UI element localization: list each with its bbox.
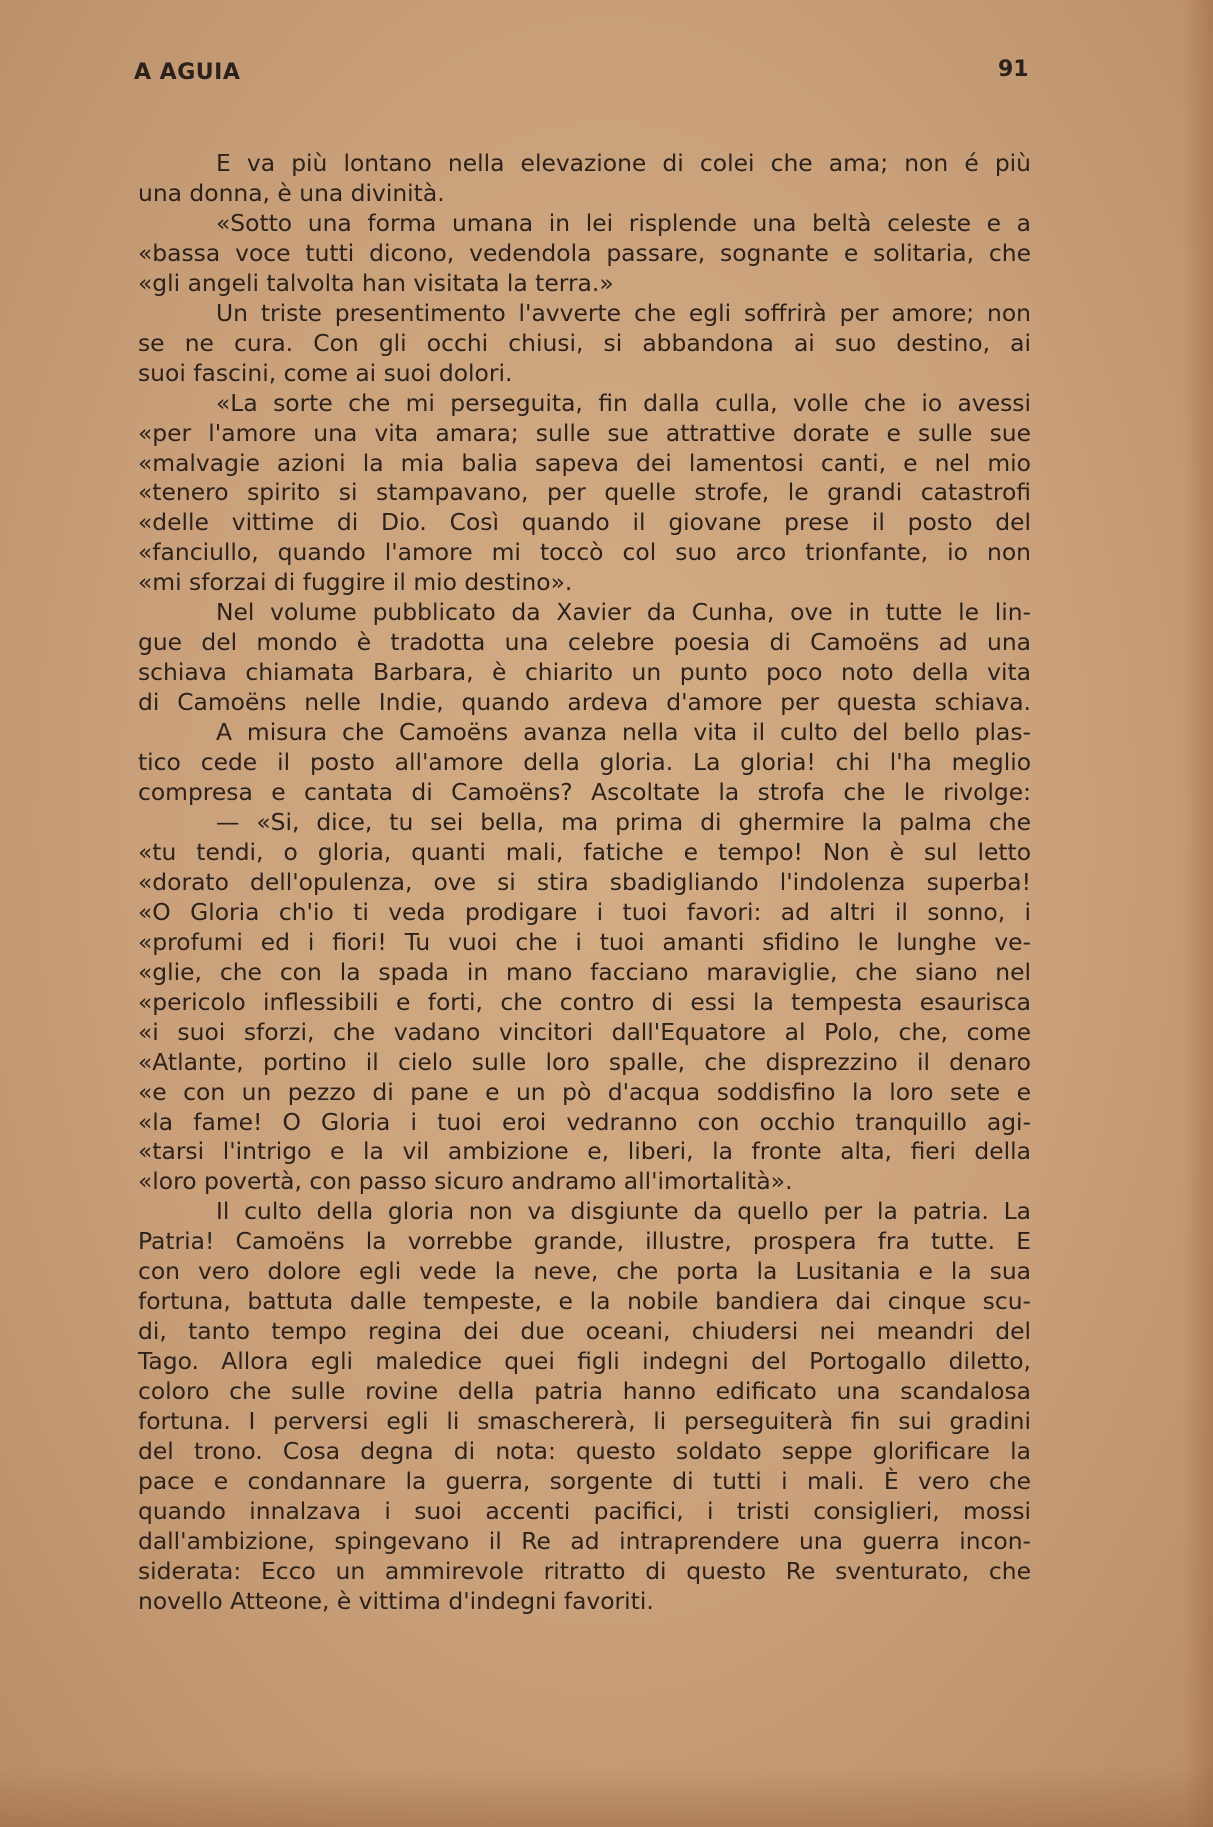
text-line: «O Gloria ch'io ti veda prodigare i tuoi favori: ad altri il sonno, i [138,897,1031,926]
text-line: — «Si, dice, tu sei bella, ma prima di ghermire la palma che [216,807,1031,836]
text-line: pace e condannare la guerra, sorgente di tutti i mali. È vero che [138,1466,1031,1495]
text-line: «glie, che con la spada in mano facciano maraviglie, che siano nel [138,957,1031,986]
text-line: A misura che Camoëns avanza nella vita il culto del bello plas- [216,718,1031,747]
text-line: «mi sforzai di fuggire il mio destino». [138,568,573,597]
text-line: «Atlante, portino il cielo sulle loro spalle, che disprezzino il denaro [138,1047,1031,1076]
text-line: «tarsi l'intrigo e la vil ambizione e, liberi, la fronte alta, fieri della [138,1137,1031,1166]
text-line: coloro che sulle rovine della patria hanno edificato una scandalosa [138,1377,1031,1406]
text-line: di, tanto tempo regina dei due oceani, chiudersi nei meandri del [138,1317,1031,1346]
text-line: «e con un pezzo di pane e un pò d'acqua soddisfino la loro sete e [138,1077,1031,1106]
page-edge-shadow [1183,0,1213,1827]
text-line: «bassa voce tutti dicono, vedendola passare, sognante e solitaria, che [138,238,1031,267]
text-line: Un triste presentimento l'avverte che egli soffrirà per amore; non [216,298,1031,327]
text-line: se ne cura. Con gli occhi chiusi, si abbandona ai suo destino, ai [138,328,1031,357]
text-line: Tago. Allora egli maledice quei figli indegni del Portogallo diletto, [138,1347,1031,1376]
text-line: «dorato dell'opulenza, ove si stira sbadigliando l'indolenza superba! [138,867,1031,896]
text-line: «loro povertà, con passo sicuro andramo all'imortalità». [138,1167,793,1196]
text-line: fortuna. I perversi egli li smaschererà, li perseguiterà fin sui gradini [138,1407,1031,1436]
text-line: «malvagie azioni la mia balia sapeva dei lamentosi canti, e nel mio [138,448,1031,477]
text-line: schiava chiamata Barbara, è chiarito un punto poco noto della vita [138,658,1031,687]
text-line: del trono. Cosa degna di nota: questo soldato seppe glorificare la [138,1436,1031,1465]
text-line: una donna, è una divinità. [138,178,445,207]
text-line: fortuna, battuta dalle tempeste, e la nobile bandiera dai cinque scu- [138,1287,1031,1316]
text-line: compresa e cantata di Camoëns? Ascoltate la strofa che le rivolge: [138,778,1031,807]
page-bottom-shadow [0,1767,1213,1827]
text-line: di Camoëns nelle Indie, quando ardeva d'amore per questa schiava. [138,688,1031,717]
text-line: novello Atteone, è vittima d'indegni favoriti. [138,1586,654,1615]
running-title: A AGUIA [134,60,241,85]
text-line: Patria! Camoëns la vorrebbe grande, illustre, prospera fra tutte. E [138,1227,1031,1256]
text-line: siderata: Ecco un ammirevole ritratto di questo Re sventurato, che [138,1556,1031,1585]
text-line: Nel volume pubblicato da Xavier da Cunha, ove in tutte le lin- [216,598,1031,627]
text-line: «profumi ed i fiori! Tu vuoi che i tuoi amanti sfidino le lunghe ve- [138,927,1031,956]
page-number: 91 [998,57,1029,82]
text-line: «delle vittime di Dio. Così quando il giovane prese il posto del [138,508,1031,537]
text-line: «i suoi sforzi, che vadano vincitori dall'Equatore al Polo, che, come [138,1017,1031,1046]
text-line: «La sorte che mi perseguita, fin dalla culla, volle che io avessi [216,388,1031,417]
text-line: «pericolo inflessibili e forti, che contro di essi la tempesta esaurisca [138,987,1031,1016]
text-line: E va più lontano nella elevazione di colei che ama; non é più [216,149,1031,177]
text-line: gue del mondo è tradotta una celebre poesia di Camoëns ad una [138,628,1031,657]
page-body-text [138,149,1031,1617]
text-line: dall'ambizione, spingevano il Re ad intraprendere una guerra incon- [138,1526,1031,1555]
text-line: «Sotto una forma umana in lei risplende una beltà celeste e a [216,208,1031,237]
text-line: «gli angeli talvolta han visitata la terra.» [138,268,614,297]
text-line: con vero dolore egli vede la neve, che porta la Lusitania e la sua [138,1257,1031,1286]
text-line: «la fame! O Gloria i tuoi eroi vedranno con occhio tranquillo agi- [138,1107,1031,1136]
text-line: «fanciullo, quando l'amore mi toccò col suo arco trionfante, io non [138,538,1031,567]
text-line: «per l'amore una vita amara; sulle sue attrattive dorate e sulle sue [138,418,1031,447]
text-line: quando innalzava i suoi accenti pacifici, i tristi consiglieri, mossi [138,1496,1031,1525]
text-line: tico cede il posto all'amore della gloria. La gloria! chi l'ha meglio [138,748,1031,777]
text-line: suoi fascini, come ai suoi dolori. [138,358,513,387]
text-line: Il culto della gloria non va disgiunte da quello per la patria. La [216,1197,1031,1226]
text-line: «tu tendi, o gloria, quanti mali, fatiche e tempo! Non è sul letto [138,837,1031,866]
text-line: «tenero spirito si stampavano, per quelle strofe, le grandi catastrofi [138,478,1031,507]
